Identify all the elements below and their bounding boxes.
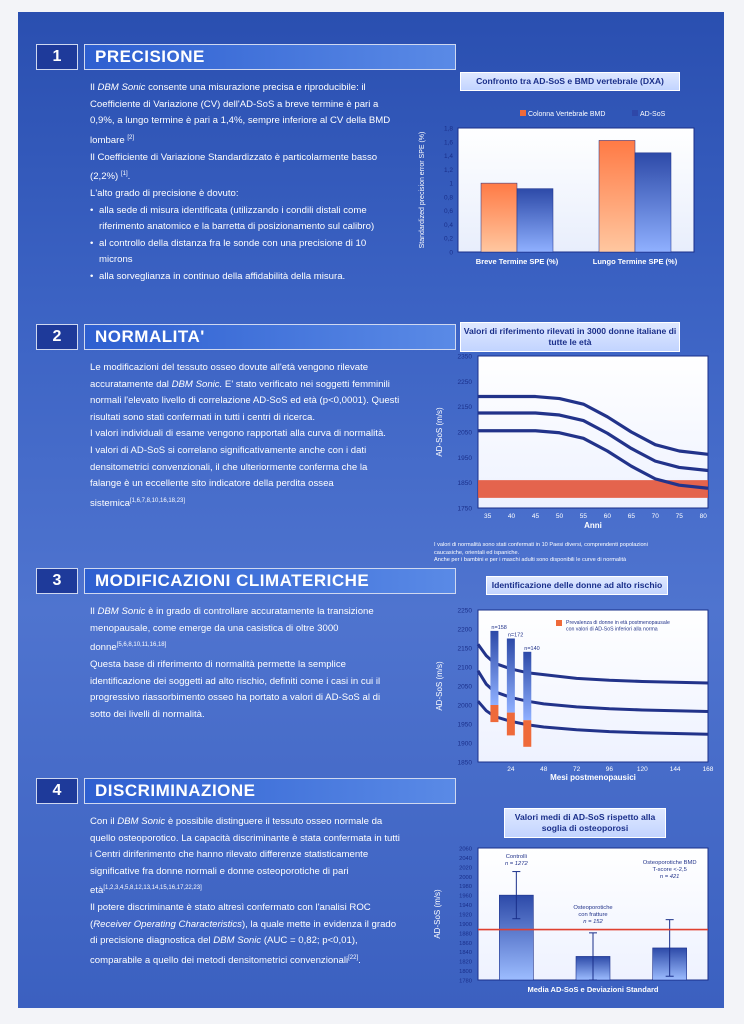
paragraph: Con il DBM Sonic è possibile distinguere il tessuto osseo normale da quello osteoporotico. La capacità discriminante è stata confermata in tutti i Centri diriferimento che hanno rilevato differenze statisticamente significative fra donne normali e donne osteoporotiche di pari età[1,2,3,4,5,8,12,13,14,15,16,17,22,23] [90,816,400,897]
x-tick-label: 24 [507,766,515,773]
y-tick-label: 1780 [459,978,472,985]
y-tick-label: 0,4 [443,221,453,229]
x-axis-label: Media AD-SoS e Deviazioni Standard [527,985,659,994]
legend-swatch [632,110,638,116]
y-tick-label: 0,8 [443,194,453,202]
y-tick-label: 1,8 [443,125,453,133]
x-tick-label: 120 [636,766,648,773]
y-tick-label: 1940 [459,903,472,910]
bar [635,153,671,252]
section-2-header [36,324,456,350]
section-1-text [90,80,400,286]
bar-label: Osteoporotiche [573,904,613,911]
y-tick-label: 2000 [459,874,472,881]
y-axis-label: AD-SoS (m/s) [435,661,444,711]
y-tick-label: 2150 [457,404,472,412]
y-tick-label: 2040 [459,855,472,862]
y-tick-label: 2100 [457,664,472,672]
x-axis-label: Anni [584,521,602,530]
x-tick-label: 48 [540,766,548,773]
x-tick-label: 75 [675,513,683,520]
risk-bar [523,720,531,747]
osteoporosis-threshold-chart [410,838,710,1006]
y-tick-label: 1900 [459,921,472,928]
x-tick-label: 60 [603,513,611,520]
list-item: • alla sorveglianza in continuo della affidabilità della misura. [90,269,400,286]
paragraph: Il DBM Sonic è in grado di controllare accuratamente la transizione menopausale, come emerge da una casistica di oltre 3000 donne[5,6,8,10,11,16,18] [90,606,374,654]
x-tick-label: 168 [702,766,714,773]
chart-3-title: Identificazione delle donne ad alto rischio [486,576,668,595]
y-axis-label: Standardized precision error SPE (%) [419,131,426,249]
y-tick-label: 1950 [457,454,472,462]
section-3-header [36,568,456,594]
x-tick-label: 50 [555,513,564,520]
paragraph: Le modificazioni del tessuto osseo dovute all'età vengono rilevate accuratamente dal DBM Sonic. E' stato verificato nei soggetti femminili normali l'elevato livello di correlazione AD-SoS ed età (p<0,0001). Questi risultati sono stati confermati in tutti i centri di ricerca. [90,362,400,423]
legend-label: AD-SoS [640,111,666,118]
x-tick-label: 40 [507,513,516,520]
paragraph: I valori di AD-SoS si correlano significativamente anche con i dati densitometrici convenzionali, il che ulteriormente conferma che la falange è un eccellente sito indicatore della perdita ossea sistemica[1,6,7,8,10,16,18,23] [90,444,368,509]
page-background [18,12,724,1008]
chart-2-title: Valori di riferimento rilevati in 3000 donne italiane di tutte le età [460,322,680,352]
bar [481,183,517,252]
high-risk-chart [410,596,714,782]
x-tick-label: Breve Termine SPE (%) [475,257,559,266]
bar [599,140,635,252]
x-tick-label: 55 [579,513,588,520]
section-number: 1 [36,44,78,70]
list-item: • alla sede di misura identificata (utilizzando i condili distali come riferimento anatomico e la barretta di posizionamento sul calibro) [90,203,400,236]
y-tick-label: 1750 [457,505,472,513]
y-tick-label: 1850 [457,480,472,488]
bar-label: Controlli [505,854,527,860]
bar-label: Osteoporotiche BMD [642,860,697,866]
y-tick-label: 1920 [459,912,472,919]
section-1-header [36,44,456,70]
y-tick-label: 1,6 [443,139,453,147]
bar-label: n = 421 [659,874,680,880]
y-axis-label: AD-SoS (m/s) [433,889,442,939]
paragraph: Il DBM Sonic consente una misurazione precisa e riproducibile: il Coefficiente di Variazione (CV) dell'AD-SoS a breve termine è pari a 0,9%, a lungo termine è pari a 1,4%, sempre inferiore al CV della BMD lombare [2] [90,82,391,146]
bar-label: n = 152 [583,918,603,925]
legend-swatch [520,110,526,116]
y-tick-label: 2050 [457,683,472,691]
y-tick-label: 2200 [457,626,472,634]
x-tick-label: 72 [572,766,581,773]
section-title: MODIFICAZIONI CLIMATERICHE [84,568,456,594]
y-tick-label: 1880 [459,931,472,938]
chart-2-note: I valori di normalità sono stati confermati in 10 Paesi diversi, comprendenti popolazioni caucasiche, orientali ed ispaniche. Anche per i bambini e per i maschi adulti sono disponibili le curve di normalità [434,542,648,563]
precision-bar-chart [410,100,710,268]
range-bar [490,631,498,705]
y-tick-label: 1820 [459,959,472,966]
legend-label: Colonna Vertebrale BMD [528,111,606,118]
x-tick-label: 80 [699,513,707,520]
paragraph: Il potere discriminante è stato altresì confermato con l'analisi ROC (Receiver Operating Characteristics), la quale mette in evidenza il grado di precisione diagnostica del DBM Sonic (AUC = 0,82; p<0,01), comparabile a quello dei metodi densitometrici convenzionali[22]. [90,902,397,967]
y-tick-label: 2050 [457,429,472,437]
y-tick-label: 2060 [459,846,472,853]
y-tick-label: 2250 [457,378,472,386]
x-tick-label: 70 [651,513,659,520]
x-tick-label: 96 [605,766,614,773]
y-tick-label: 2000 [457,702,472,710]
x-tick-label: 35 [483,513,492,520]
bar [517,189,553,252]
group-label: n=158 [491,624,507,631]
section-3-text [90,604,400,723]
y-tick-label: 0 [449,249,453,257]
y-tick-label: 1,4 [443,153,453,161]
y-tick-label: 2020 [459,865,472,872]
range-bar [523,652,531,720]
range-bar [507,639,515,713]
bar-label: n = 1272 [504,861,528,867]
y-tick-label: 2250 [457,607,472,615]
legend-line: Prevalenza di donne in età postmenopausale [566,620,670,626]
section-title: DISCRIMINAZIONE [84,778,456,804]
y-tick-label: 1,2 [443,166,453,174]
paragraph: Il Coefficiente di Variazione Standardizzato è particolarmente basso (2,2%) [1]. [90,151,378,183]
y-tick-label: 2150 [457,645,472,653]
legend-line: con valori di AD-SoS inferiori alla norma [566,626,658,633]
y-tick-label: 1850 [457,759,472,767]
y-tick-label: 2350 [457,353,472,361]
paragraph: L'alto grado di precisione è dovuto: [90,187,239,199]
y-tick-label: 1950 [457,721,472,729]
x-tick-label: 144 [669,766,681,773]
x-tick-label: Lungo Termine SPE (%) [592,257,678,266]
x-axis-label: Mesi postmenopausici [550,773,636,782]
section-number: 2 [36,324,78,350]
risk-bar [507,713,515,736]
x-tick-label: 65 [627,513,635,520]
section-number: 4 [36,778,78,804]
y-tick-label: 1960 [459,893,472,900]
group-label: n=172 [507,632,524,639]
group-label: n=140 [524,645,540,652]
legend-swatch [556,620,562,626]
list-item: • al controllo della distanza fra le sonde con una precisione di 10 microns [90,236,400,269]
reference-values-chart [410,350,710,540]
legend-label [566,620,670,633]
y-tick-label: 0,2 [443,235,453,243]
bullet-list [90,203,400,286]
chart-4-title: Valori medi di AD-SoS rispetto alla soglia di osteoporosi [504,808,666,838]
x-tick-label: 45 [531,513,540,520]
y-tick-label: 1800 [459,969,472,976]
y-tick-label: 1840 [459,950,472,957]
y-tick-label: 1900 [457,740,472,748]
section-title: PRECISIONE [84,44,456,70]
y-tick-label: 0,6 [443,208,453,216]
y-tick-label: 1860 [459,940,472,947]
section-number: 3 [36,568,78,594]
risk-bar [490,705,498,722]
section-4-text [90,814,400,970]
y-axis-label: AD-SoS (m/s) [435,407,444,457]
paragraph: Questa base di riferimento di normalità permette la semplice identificazione dei soggetti ad alto rischio, definiti come i casi in cui il progressivo riassorbimento osseo ha portato a valori di AD-SoS al di sotto dei livelli di normalità. [90,658,381,720]
bar-label: T-score <-2,5 [652,867,687,873]
section-2-text [90,360,400,513]
section-title: NORMALITA' [84,324,456,350]
paragraph: I valori individuali di esame vengono rapportati alla curva di normalità. [90,428,386,440]
y-tick-label: 1 [449,180,453,188]
y-tick-label: 1980 [459,884,472,891]
chart-1-title: Confronto tra AD-SoS e BMD vertebrale (DXA) [460,72,680,91]
section-4-header [36,778,456,804]
bar-label: con fratture [578,911,608,918]
